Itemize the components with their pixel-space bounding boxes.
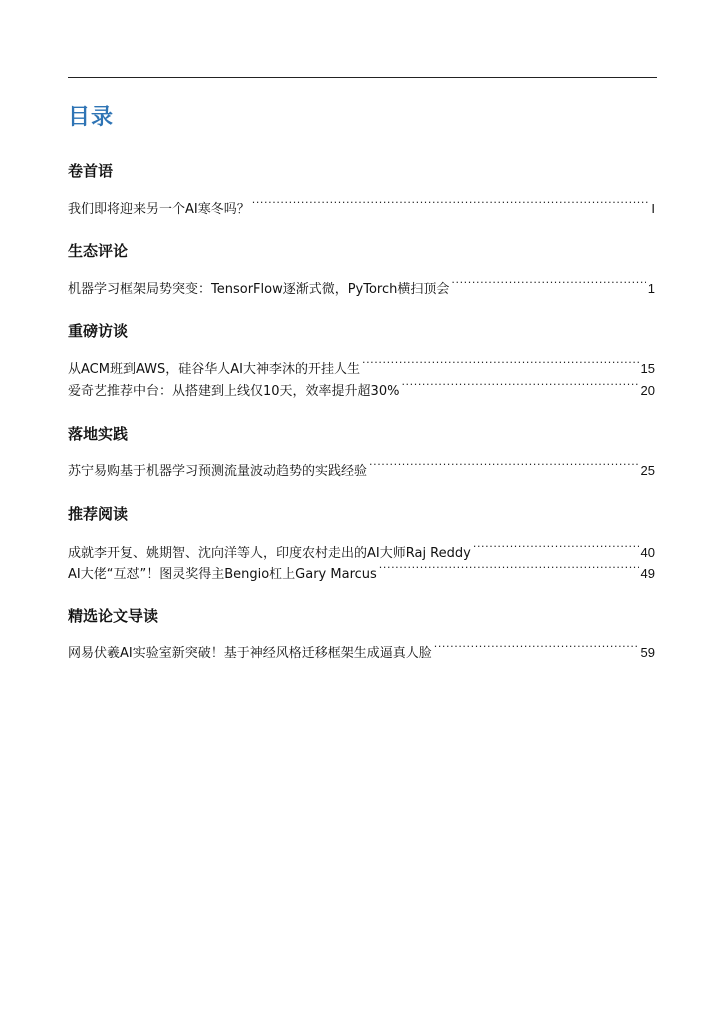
entry-title: AI大佬“互怼”！图灵奖得主Bengio杠上Gary Marcus <box>68 567 377 582</box>
toc-entry[interactable] <box>68 558 655 585</box>
section-heading-interviews: 重磅访谈 <box>68 322 129 340</box>
toc-entry[interactable] <box>68 455 655 482</box>
toc-entry[interactable] <box>68 273 655 300</box>
entry-page-number: 40 <box>640 545 655 560</box>
entry-title: 爱奇艺推荐中台：从搭建到上线仅10天，效率提升超30% <box>68 384 400 399</box>
entry-page-number: 49 <box>640 566 655 581</box>
toc-entry[interactable] <box>68 193 655 220</box>
dot-leader <box>362 353 639 373</box>
toc-entry[interactable] <box>68 637 655 664</box>
entry-title: 苏宁易购基于机器学习预测流量波动趋势的实践经验 <box>68 464 368 479</box>
dot-leader <box>379 558 639 578</box>
section-heading-paper-guide: 精选论文导读 <box>68 607 159 625</box>
entry-page-number: I <box>651 201 655 216</box>
entry-page-number: 59 <box>640 645 655 660</box>
entry-page-number: 20 <box>640 383 655 398</box>
entry-title: 我们即将迎来另一个AI寒冬吗？ <box>68 202 250 217</box>
dot-leader <box>473 537 639 557</box>
section-heading-ecosystem-review: 生态评论 <box>68 242 129 260</box>
entry-page-number: 15 <box>640 361 655 376</box>
dot-leader <box>434 637 639 657</box>
dot-leader <box>369 455 639 475</box>
toc-title: 目录 <box>68 105 115 130</box>
entry-page-number: 25 <box>640 463 655 478</box>
entry-title: 从ACM班到AWS，硅谷华人AI大神李沐的开挂人生 <box>68 362 360 377</box>
dot-leader <box>401 375 638 395</box>
entry-title: 网易伏羲AI实验室新突破！基于神经风格迁移框架生成逼真人脸 <box>68 646 432 661</box>
section-heading-recommended-reading: 推荐阅读 <box>68 505 129 523</box>
dot-leader <box>451 273 645 293</box>
entry-title: 机器学习框架局势突变：TensorFlow逐渐式微，PyTorch横扫顶会 <box>68 282 450 297</box>
section-heading-practice: 落地实践 <box>68 425 129 443</box>
entry-title: 成就李开复、姚期智、沈向洋等人，印度农村走出的AI大师Raj Reddy <box>68 546 471 561</box>
entry-page-number: 1 <box>647 281 655 296</box>
toc-entry[interactable] <box>68 375 655 402</box>
top-divider <box>68 77 657 78</box>
dot-leader <box>252 193 650 213</box>
section-heading-foreword: 卷首语 <box>68 162 114 180</box>
